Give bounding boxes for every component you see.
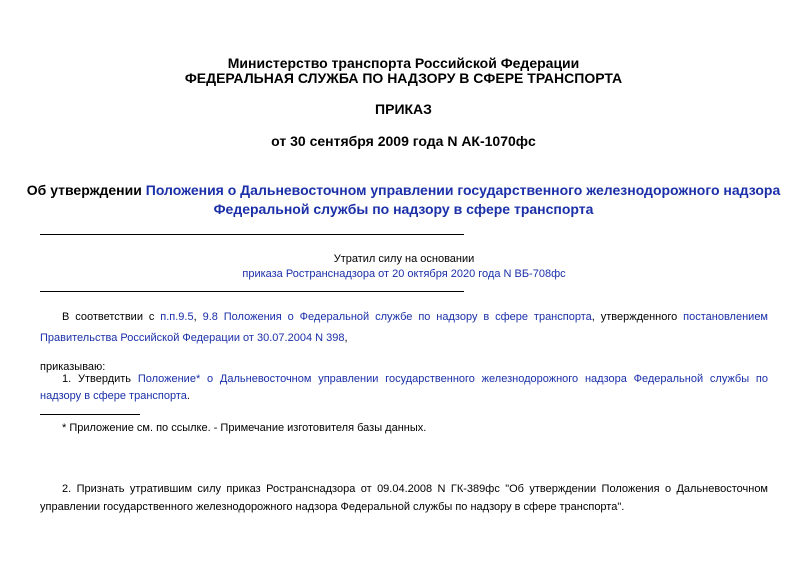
divider-bottom xyxy=(40,291,464,292)
status-note-line: Утратил силу на основании xyxy=(333,253,475,265)
repealing-order-link[interactable]: приказа Ространснадзора от 20 октября 2020 года N ВБ-708фс xyxy=(242,268,566,280)
status-note-link-line xyxy=(40,267,768,281)
preamble-suffix: , xyxy=(344,332,348,344)
preamble-prefix: В соответствии с xyxy=(62,311,161,323)
title-prefix: Об утверждении xyxy=(26,182,146,198)
preamble-separator: , xyxy=(193,311,203,323)
clause-9-5-link[interactable]: п.п.9.5 xyxy=(160,311,194,323)
order-item-2: 2. Признать утратившим силу приказ Ространснадзора от 09.04.2008 N ГК-389фс "Об утверждении Положения о Дальневосточном управлении государственного железнодорожного надзора Федеральной службы по надзору в сфере транспорта". xyxy=(40,483,768,513)
service-heading: ФЕДЕРАЛЬНАЯ СЛУЖБА ПО НАДЗОРУ В СФЕРЕ ТРАНСПОРТА xyxy=(184,70,623,86)
title-regulation-link[interactable]: Положения о Дальневосточном управлении государственного железнодорожного надзора Федеральной службы по надзору в сфере транспорта xyxy=(145,182,781,217)
document-title xyxy=(20,181,787,219)
footnote-divider xyxy=(40,414,140,415)
footnote-text: * Приложение см. по ссылке. - Примечание изготовителя базы данных. xyxy=(62,422,427,434)
document-type-heading: ПРИКАЗ xyxy=(375,101,432,117)
preamble-middle: , утвержденного xyxy=(591,311,684,323)
regulation-appendix-link[interactable]: Положение* о Дальневосточном управлении государственного железнодорожного надзора Федеральной службы по надзору в сфере транспорта xyxy=(40,373,768,402)
divider-top xyxy=(40,234,464,235)
preamble-paragraph xyxy=(40,307,768,349)
order-word: приказываю: xyxy=(40,361,106,373)
order-item-1 xyxy=(40,371,768,405)
ministry-heading: Министерство транспорта Российской Федерации xyxy=(227,55,580,71)
item1-prefix: 1. Утвердить xyxy=(62,373,138,385)
government-decree-link[interactable]: постановлением Правительства Российской Федерации от 30.07.2004 N 398 xyxy=(40,311,768,344)
document-date-number: от 30 сентября 2009 года N АК-1070фс xyxy=(271,133,536,149)
clause-9-8-link[interactable]: 9.8 Положения о Федеральной службе по надзору в сфере транспорта xyxy=(202,311,592,323)
item1-suffix: . xyxy=(186,390,190,402)
